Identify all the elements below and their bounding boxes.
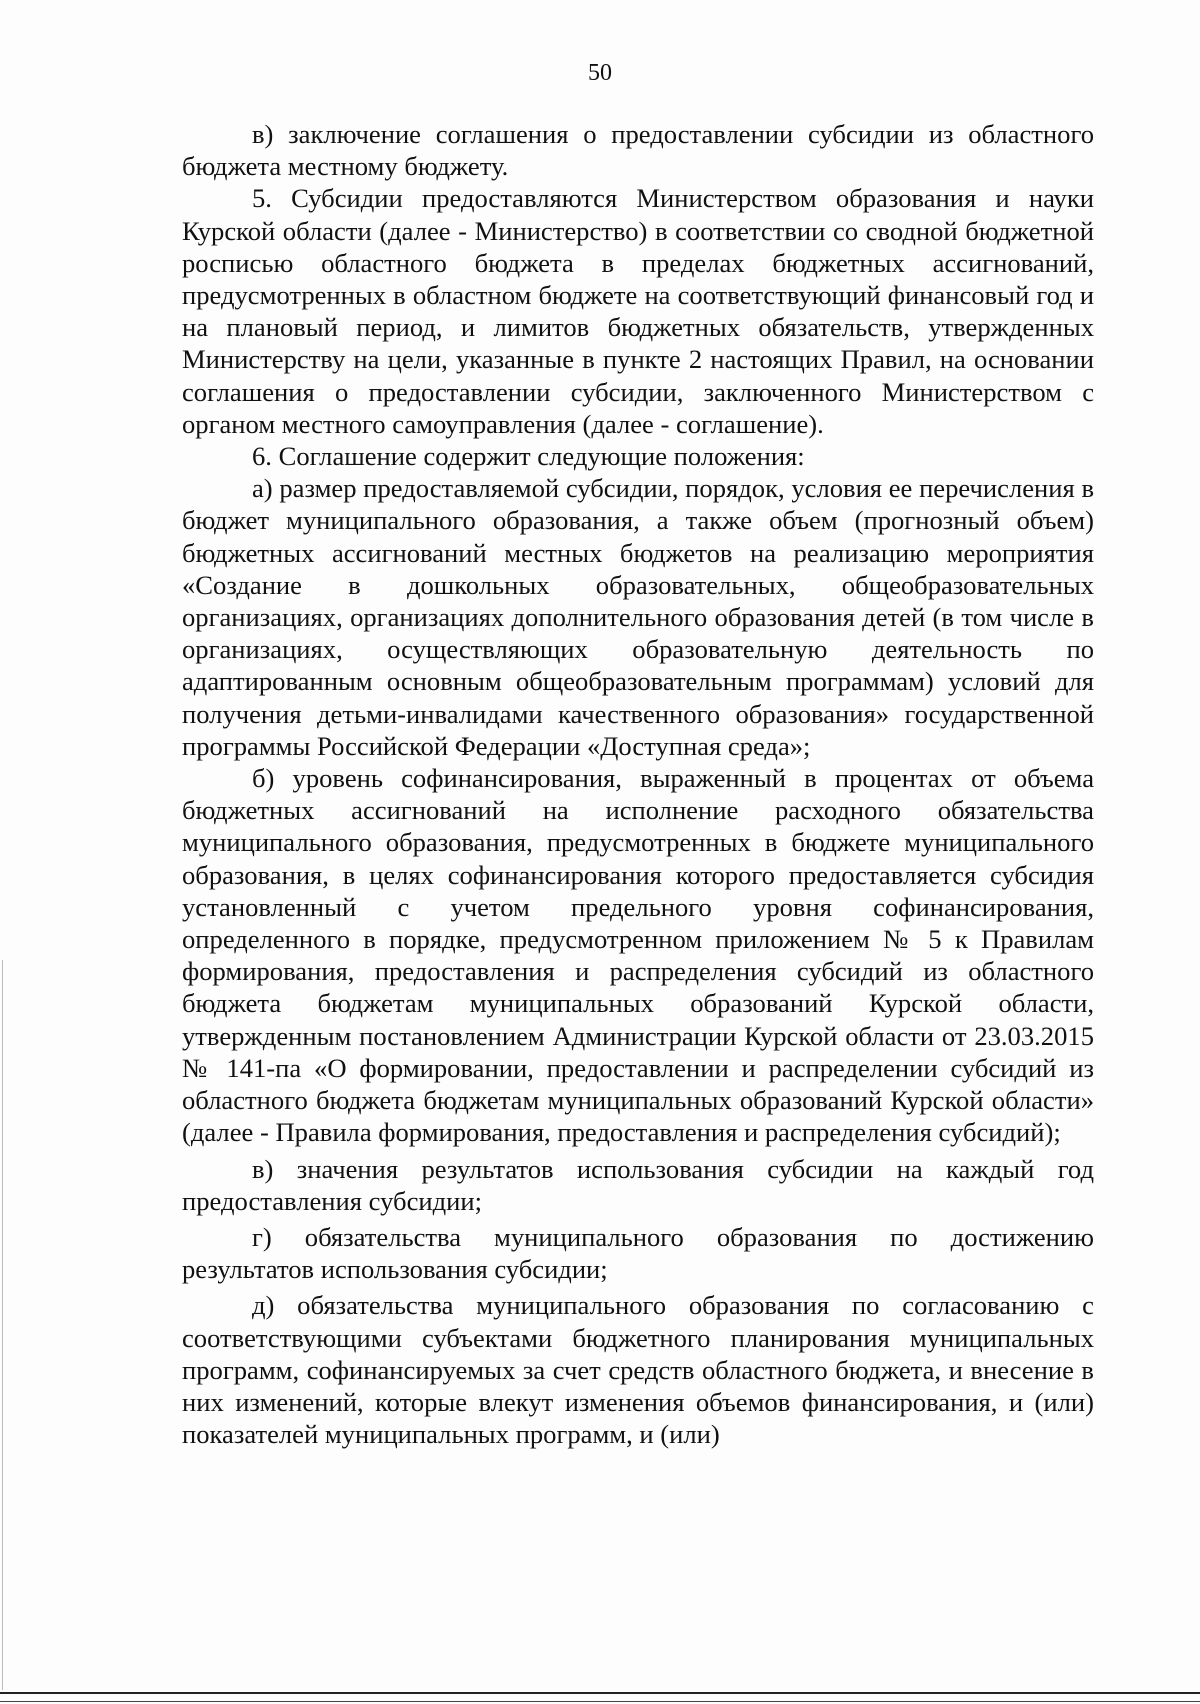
paragraph-6v: в) значения результатов использования субсидии на каждый год предоставления субсидии; [182, 1153, 1094, 1216]
paragraph-6b: б) уровень софинансирования, выраженный в процентах от объема бюджетных ассигнований на исполнение расходного обязательства муниципального образования, предусмотренных в бюджете муниципального образования, в целях софинансирования которого предоставляется субсидия установленный с учетом предельного уровня софинансирования, определенного в порядке, предусмотренном приложением № 5 к Правилам формирования, предоставления и распределения субсидий из областного бюджета бюджетам муниципальных образований Курской области, утвержденным постановлением Администрации Курской области от 23.03.2015 № 141-па «О формировании, предоставлении и распределении субсидий из областного бюджета бюджетам муниципальных образований Курской области» (далее - Правила формирования, предоставления и распределения субсидий); [182, 763, 1094, 1148]
scan-edge-bottom [0, 1692, 1200, 1694]
paragraph-6a: а) размер предоставляемой субсидии, порядок, условия ее перечисления в бюджет муниципального образования, а также объем (прогнозный объем) бюджетных ассигнований местных бюджетов на реализацию мероприятия «Создание в дошкольных образовательных, общеобразовательных организациях, организациях дополнительного образования детей (в том числе в организациях, осуществляющих образовательную деятельность по адаптированным основным общеобразовательным программам) условий для получения детьми-инвалидами качественного образования» государственной программы Российской Федерации «Доступная среда»; [182, 473, 1094, 761]
scan-edge-left [2, 960, 3, 1690]
paragraph-6: 6. Соглашение содержит следующие положения: [252, 441, 805, 472]
page-number: 50 [588, 60, 612, 86]
document-body [182, 118, 1094, 1450]
paragraph-5: 5. Субсидии предоставляются Министерством образования и науки Курской области (далее - Министерство) в соответствии со сводной бюджетной росписью областного бюджета в пределах бюджетных ассигнований, предусмотренных в областном бюджете на соответствующий финансовый год и на плановый период, и лимитов бюджетных обязательств, утвержденных Министерству на цели, указанные в пункте 2 настоящих Правил, на основании соглашения о предоставлении субсидии, заключенного Министерством с органом местного самоуправления (далее - соглашение). [182, 183, 1094, 439]
paragraph-4v: в) заключение соглашения о предоставлении субсидии из областного бюджета местному бюджету. [182, 119, 1094, 182]
scan-edge-bottom-thin [0, 1701, 1200, 1702]
paragraph-6d: д) обязательства муниципального образования по согласованию с соответствующими субъектами бюджетного планирования муниципальных программ, софинансируемых за счет средств областного бюджета, и внесение в них изменений, которые влекут изменения объемов финансирования, и (или) показателей муниципальных программ, и (или) [182, 1290, 1094, 1450]
paragraph-6g: г) обязательства муниципального образования по достижению результатов использования субсидии; [182, 1221, 1094, 1285]
